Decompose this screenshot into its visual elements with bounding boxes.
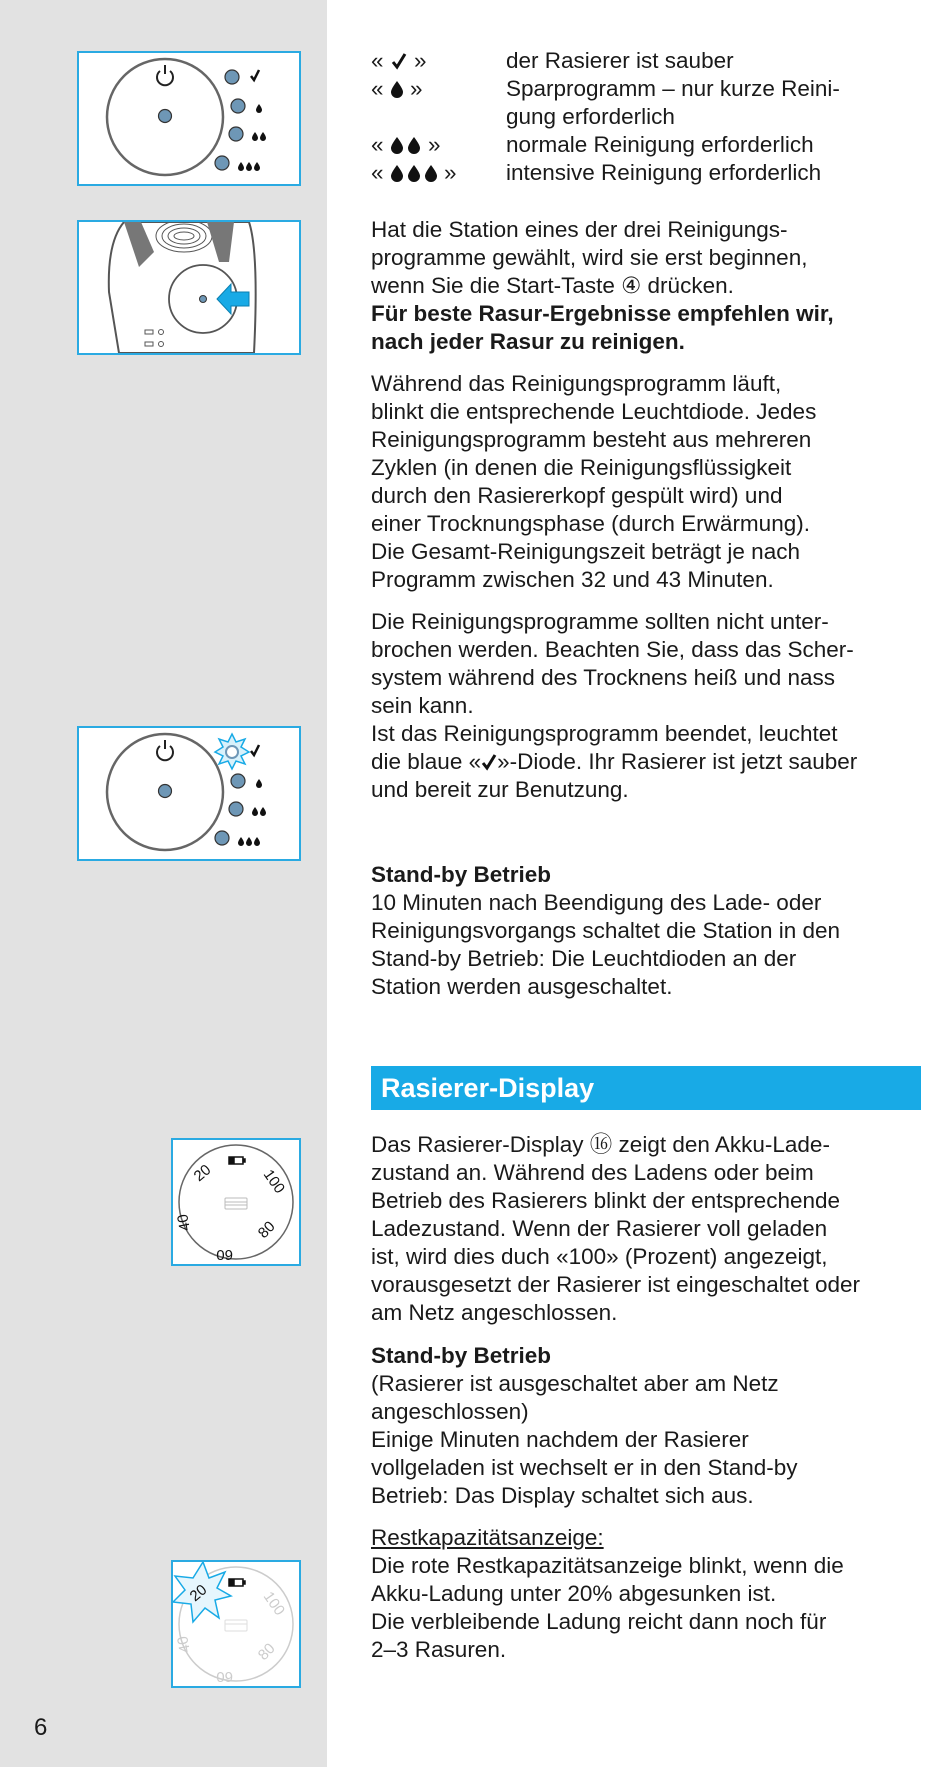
legend-symbol: « »	[371, 76, 423, 101]
legend-symbol: « »	[371, 48, 427, 73]
legend-desc: Sparprogramm – nur kurze Reini- gung erforderlich	[506, 76, 840, 129]
legend-symbol: « »	[371, 132, 441, 157]
display-label-20: 20	[190, 1161, 215, 1186]
page-number: 6	[34, 1714, 48, 1741]
intensive-led	[215, 156, 229, 170]
battery-icon	[229, 1579, 245, 1586]
display-label-60: 60	[216, 1246, 233, 1263]
drop-icon	[390, 80, 404, 98]
station-start-figure	[77, 220, 301, 355]
display-label-40: 40	[174, 1212, 194, 1233]
paragraph-start: Hat die Station eines der drei Reinigungs- programme gewählt, wird sie erst beginnen, wenn Sie die Start-Taste ④ drücken. Für beste Rasur-Ergebnisse empfehlen wir, nach jeder Rasur zu reinigen.	[371, 217, 834, 354]
standby-station-heading: Stand-by Betrieb	[371, 862, 552, 887]
normal-led	[229, 127, 243, 141]
start-button-led	[159, 110, 172, 123]
check-icon	[251, 745, 259, 755]
display-label-80-faded: 80	[254, 1640, 279, 1664]
drop-icon	[390, 164, 438, 182]
check-icon	[390, 52, 408, 70]
display-label-40-faded: 40	[174, 1634, 194, 1655]
standby-shaver-heading: Stand-by Betrieb	[371, 1343, 552, 1368]
start-button-led	[159, 785, 172, 798]
clean-led	[225, 70, 239, 84]
station-clean-figure	[77, 726, 301, 861]
intensive-led	[215, 831, 229, 845]
station-panel-figure	[77, 51, 301, 186]
residual-capacity-figure	[171, 1560, 301, 1688]
section-heading-display: Rasierer-Display	[371, 1066, 921, 1110]
display-label-80: 80	[254, 1218, 279, 1242]
normal-led	[229, 802, 243, 816]
shaver-display-figure	[171, 1138, 301, 1266]
start-button	[200, 296, 207, 303]
clean-led-lit	[226, 746, 238, 758]
display-label-100: 100	[259, 1166, 289, 1197]
check-icon	[481, 753, 497, 771]
paragraph-display: Das Rasierer-Display ⑯ zeigt den Akku-Lade- zustand an. Während des Ladens oder beim Betrieb des Rasierers blinkt der entsprechende Ladezustand. Wenn der Rasierer voll geladen ist, wird dies duch «100» (Prozent) angezeigt, vorausgesetzt der Rasierer ist eingeschaltet oder am Netz angeschlossen.	[371, 1132, 861, 1325]
drop-icon	[252, 807, 266, 816]
drop-icon	[256, 779, 262, 788]
legend-desc: der Rasierer ist sauber	[506, 48, 734, 73]
eco-led	[231, 774, 245, 788]
power-icon	[157, 65, 173, 85]
residual-capacity-heading: Restkapazitätsanzeige:	[371, 1525, 604, 1550]
standby-shaver-section: Stand-by Betrieb (Rasierer ist ausgeschaltet aber am Netz angeschlossen) Einige Minuten nachdem der Rasierer vollgeladen ist wechselt er in den Stand-by Betrieb: Das Display schaltet sich aus.	[371, 1343, 798, 1508]
drop-icon	[256, 104, 262, 113]
residual-capacity-section: Restkapazitätsanzeige: Die rote Restkapazitätsanzeige blinkt, wenn die Akku-Ladung unter 20% abgesunken ist. Die verbleibende Ladung reicht dann noch für 2–3 Rasuren.	[371, 1525, 844, 1662]
drop-icon	[252, 132, 266, 141]
legend-desc: intensive Reinigung erforderlich	[506, 160, 822, 185]
paragraph-interrupt: Die Reinigungsprogramme sollten nicht unter- brochen werden. Beachten Sie, dass das Scher- system während des Trocknens heiß und nass sein kann. Ist das Reinigungsprogramm beendet, leuchtet die blaue « »-Diode. Ihr Rasierer ist jetzt sauber und bereit zur Benutzung.	[371, 609, 858, 802]
shaver-glyph-icon	[225, 1620, 247, 1631]
paragraph-running: Während das Reinigungsprogramm läuft, blinkt die entsprechende Leuchtdiode. Jedes Reinigungsprogramm besteht aus mehreren Zyklen (in denen die Reinigungsflüssigkeit durch den Rasiererkopf gespült wird) und einer Trocknungsphase (durch Erwärmung). Die Gesamt-Reinigungszeit beträgt je nach Programm zwischen 32 und 43 Minuten.	[371, 371, 817, 592]
legend-desc: normale Reinigung erforderlich	[506, 132, 814, 157]
display-label-20-highlight: 20	[186, 1581, 211, 1606]
drop-icon	[238, 162, 260, 171]
display-label-100-faded: 100	[259, 1588, 289, 1619]
battery-icon	[229, 1157, 245, 1164]
standby-station-section: Stand-by Betrieb 10 Minuten nach Beendigung des Lade- oder Reinigungsvorgangs schaltet die Station in den Stand-by Betrieb: Die Leuchtdioden an der Station werden ausgeschaltet.	[371, 862, 841, 999]
legend-symbol: « »	[371, 160, 457, 185]
shaver-glyph-icon	[225, 1198, 247, 1209]
display-label-60-faded: 60	[216, 1668, 233, 1685]
drop-icon	[390, 136, 422, 154]
power-icon	[157, 740, 173, 760]
eco-led	[231, 99, 245, 113]
check-icon	[251, 70, 259, 80]
drop-icon	[238, 837, 260, 846]
